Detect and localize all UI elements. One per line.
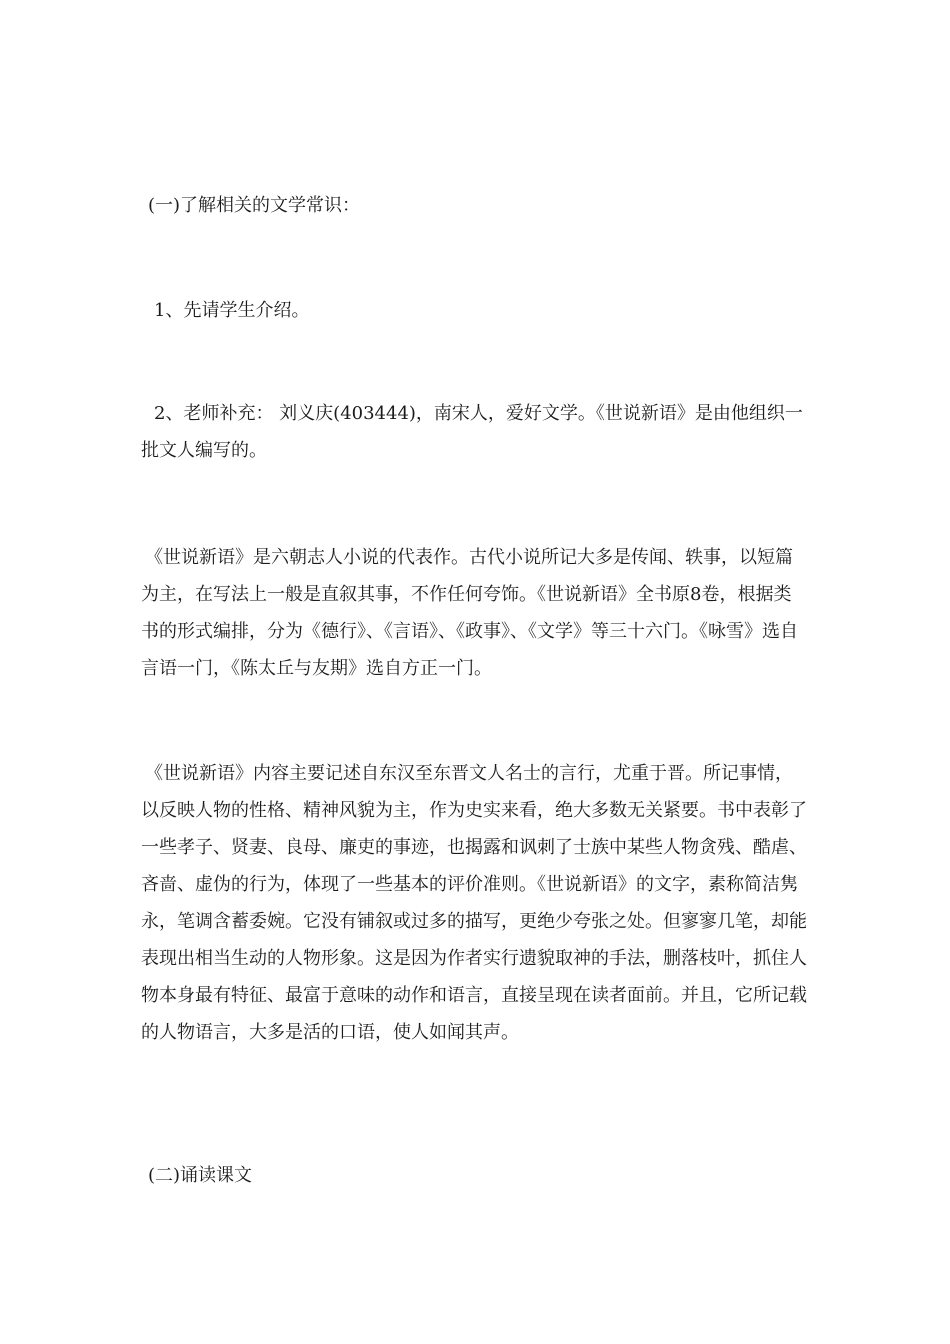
list-item-1: 1、先请学生介绍。 xyxy=(154,300,310,321)
paragraph-1: 《世说新语》是六朝志人小说的代表作。古代小说所记大多是传闻、轶事，以短篇为主，在写法上一般是直叙其事，不作任何夸饰。《世说新语》全书原8卷，根据类书的形式编排，分为《德行》、《言语》、《政事》、《文学》等三十六门。《咏雪》选自言语一门，《陈太丘与友期》选自方正一门。 xyxy=(141,547,798,679)
list-item-2: 2、老师补充： 刘义庆(403444)，南宋人，爱好文学。《世说新语》是由他组织一批文人编写的。 xyxy=(141,403,803,461)
section-heading-2: (二)诵读课文 xyxy=(148,1165,253,1186)
section-heading-1: (一)了解相关的文学常识： xyxy=(148,195,361,216)
paragraph-2: 《世说新语》内容主要记述自东汉至东晋文人名士的言行，尤重于晋。所记事情，以反映人物的性格、精神风貌为主，作为史实来看，绝大多数无关紧要。书中表彰了一些孝子、贤妻、良母、廉吏的事迹，也揭露和讽刺了士族中某些人物贪残、酷虐、吝啬、虚伪的行为，体现了一些基本的评价准则。《世说新语》的文字，素称简洁隽永，笔调含蓄委婉。它没有铺叙或过多的描写，更绝少夸张之处。但寥寥几笔，却能表现出相当生动的人物形象。这是因为作者实行遗貌取神的手法，删落枝叶，抓住人物本身最有特征、最富于意味的动作和语言，直接呈现在读者面前。并且，它所记载的人物语言，大多是活的口语，使人如闻其声。 xyxy=(141,763,807,1043)
